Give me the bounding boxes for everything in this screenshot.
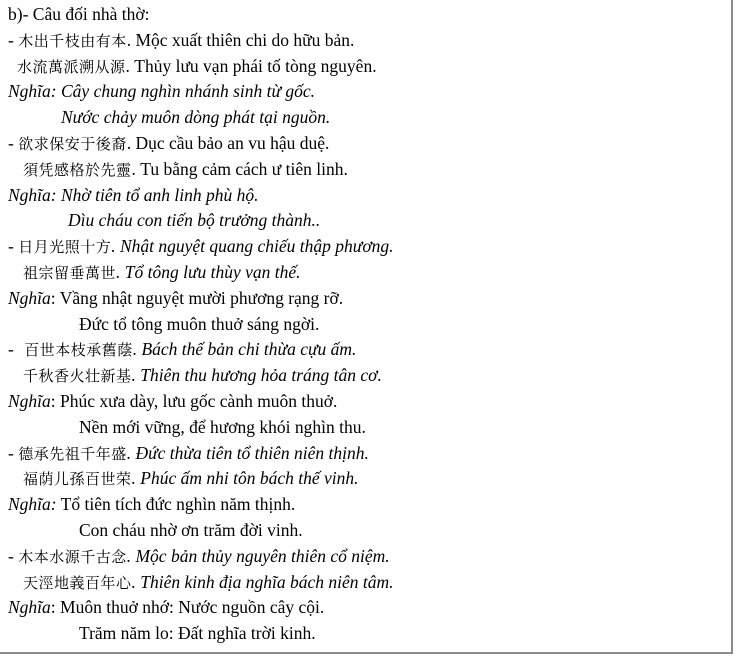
couplet-2-line-a-han: 欲求保安于後裔 — [18, 134, 127, 153]
couplet-2-line-b — [8, 157, 394, 183]
couplet-6-line-a-text: . Mộc bản thủy nguyên thiên cổ niệm. — [126, 545, 390, 566]
couplet-2-meaning-2: Dìu cháu con tiến bộ trưởng thành.. — [68, 210, 321, 231]
couplet-2-meaning-1: Nghĩa: Nhờ tiên tổ anh linh phù hộ. — [8, 184, 259, 205]
couplet-1-meaning-1: Nghĩa: Cây chung nghìn nhánh sinh từ gốc. — [8, 81, 316, 102]
couplet-3-line-b — [8, 260, 394, 286]
meaning-label: Nghĩa — [8, 184, 51, 205]
couplet-4-meaning-1: Nghĩa: Phúc xưa dày, lưu gốc cành muôn thuở. — [8, 390, 338, 411]
couplet-5-meaning-2: Con cháu nhờ ơn trăm đời vinh. — [79, 519, 303, 540]
couplet-5-line-a: - 德承先祖千年盛. Đức thừa tiên tổ thiên niên thịnh. — [8, 442, 369, 463]
section-heading: b)- Câu đối nhà thờ: — [8, 4, 150, 24]
couplet-4-line-b-han: 千秋香火壮新基 — [23, 367, 132, 386]
couplet-4-line-a: - 百世本枝承舊蔭. Bách thế bản chi thừa cựu ấm. — [8, 339, 357, 360]
couplet-4-line-a-text: . Bách thế bản chi thừa cựu ấm. — [132, 339, 357, 360]
document-body — [8, 2, 394, 647]
couplet-4-line-a-han: 百世本枝承舊蔭 — [24, 341, 133, 360]
couplet-6-line-a: - 木本水源千古念. Mộc bản thủy nguyên thiên cổ niệm. — [8, 545, 390, 566]
couplet-2-line-b-han: 須凭感格於先靈 — [23, 160, 132, 179]
meaning-label: Nghĩa: — [8, 494, 57, 515]
couplet-4-line-b-text: . Thiên thu hương hỏa tráng tân cơ. — [131, 365, 382, 386]
couplet-5-meaning-1: Nghĩa: Tổ tiên tích đức nghìn năm thịnh. — [8, 494, 296, 515]
couplet-6-line-b-text: . Thiên kinh địa nghĩa bách niên tâm. — [131, 571, 394, 592]
couplet-1-line-a-text: . Mộc xuất thiên chi do hữu bản. — [126, 29, 355, 50]
couplet-5-line-b-text: . Phúc ấm nhi tôn bách thế vinh. — [131, 468, 359, 489]
couplet-2-line-a-text: . Dục cầu bảo an vu hậu duệ. — [126, 132, 330, 153]
couplet-5-line-a-text: . Đức thừa tiên tổ thiên niên thịnh. — [126, 442, 369, 463]
couplet-3-line-b-text: . Tổ tông lưu thùy vạn thế. — [116, 261, 301, 282]
couplet-6-meaning-1: Nghĩa: Muôn thuở nhớ: Nước nguồn cây cội. — [8, 597, 325, 618]
meaning-label: Nghĩa — [8, 81, 51, 102]
couplet-4-meaning-2: Nền mới vững, để hương khói nghìn thu. — [79, 416, 366, 437]
couplet-3-line-a-han: 日月光照十方 — [18, 238, 112, 257]
couplet-1-line-a: - 木出千枝由有本. Mộc xuất thiên chi do hữu bản. — [8, 29, 355, 50]
couplet-3-line-a-text: . Nhật nguyệt quang chiếu thập phương. — [111, 236, 394, 257]
couplet-1-meaning-2: Nước chảy muôn dòng phát tại nguồn. — [61, 107, 331, 128]
meaning-label: Nghĩa — [8, 390, 51, 411]
couplet-2-line-b-text: . Tu bằng cảm cách ư tiên linh. — [131, 158, 348, 179]
couplet-3-line-a: - 日月光照十方. Nhật nguyệt quang chiếu thập phương. — [8, 236, 394, 257]
couplet-3-meaning-2: Đức tổ tông muôn thuở sáng ngời. — [79, 313, 320, 334]
couplet-5-line-b-han: 福荫儿孫百世荣 — [23, 470, 132, 489]
couplet-4-line-b — [8, 363, 394, 389]
couplet-5-line-a-han: 德承先祖千年盛 — [18, 444, 127, 463]
couplet-6-line-b-han: 天涇地義百年心 — [23, 573, 132, 592]
couplet-6-line-a-han: 木本水源千古念 — [18, 547, 127, 566]
couplet-5-line-b — [8, 466, 394, 492]
couplet-6-line-b — [8, 570, 394, 596]
couplet-1-line-b-han: 水流萬派溯从源 — [17, 57, 126, 76]
meaning-label: Nghĩa — [8, 287, 51, 308]
couplet-2-line-a: - 欲求保安于後裔. Dục cầu bảo an vu hậu duệ. — [8, 132, 330, 153]
couplet-6-meaning-2: Trăm năm lo: Đất nghĩa trời kinh. — [79, 623, 316, 644]
couplet-1-line-b — [8, 54, 394, 80]
couplet-1-line-b-text: . Thủy lưu vạn phái tố tòng nguyên. — [125, 55, 377, 76]
couplet-3-meaning-1: Nghĩa: Vầng nhật nguyệt mười phương rạng rỡ. — [8, 287, 344, 308]
meaning-label: Nghĩa — [8, 597, 51, 618]
couplet-3-line-b-han: 祖宗留垂萬世 — [23, 263, 117, 282]
couplet-1-line-a-han: 木出千枝由有本 — [18, 31, 127, 50]
